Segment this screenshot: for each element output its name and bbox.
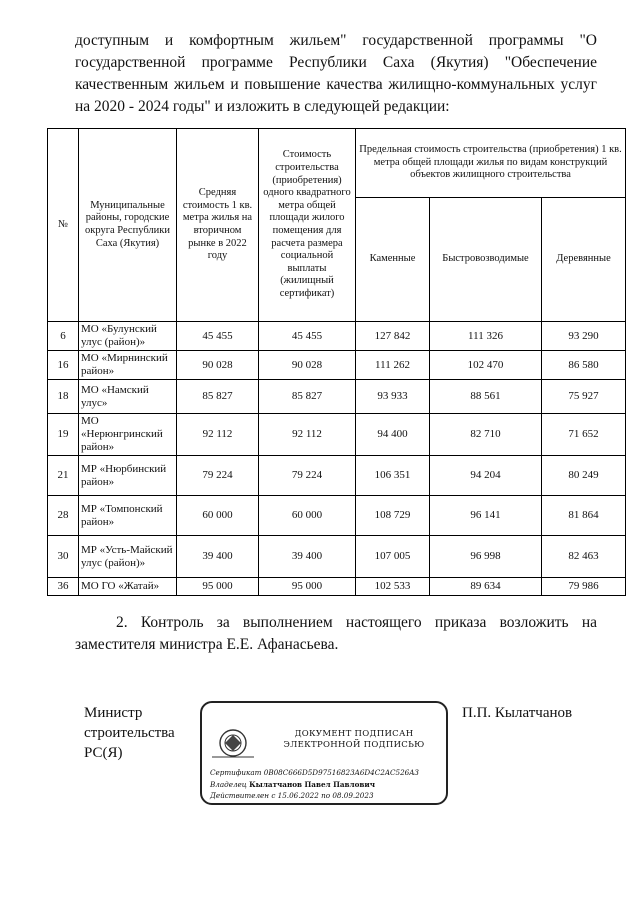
fast-cost-value: 111 326: [430, 322, 542, 351]
build-cost-value: 90 028: [259, 351, 356, 380]
stamp-valid-to: 08.09.2023: [332, 791, 374, 800]
build-cost-value: 85 827: [259, 380, 356, 414]
table-body: [48, 322, 626, 596]
build-cost-value: 60 000: [259, 496, 356, 536]
header-limit-cost: Предельная стоимость строительства (приобретения) 1 кв. метра общей площади жилья по видам конструкций объектов жилищного строительства: [356, 129, 626, 198]
digital-signature-stamp: [200, 701, 448, 805]
avg-cost-value: 90 028: [177, 351, 259, 380]
stamp-title-line1: ДОКУМЕНТ ПОДПИСАН: [294, 729, 414, 739]
header-num: №: [48, 129, 79, 322]
table-row: [48, 536, 626, 578]
wood-cost-value: 86 580: [542, 351, 626, 380]
district-name: МО «Намский улус»: [79, 380, 177, 414]
stamp-title: [264, 729, 444, 751]
stone-cost-value: 94 400: [356, 414, 430, 456]
stamp-cert-line: [210, 767, 446, 779]
build-cost-value: 39 400: [259, 536, 356, 578]
stamp-title-line2: ЭЛЕКТРОННОЙ ПОДПИСЬЮ: [283, 740, 425, 750]
avg-cost-value: 60 000: [177, 496, 259, 536]
fast-cost-value: 82 710: [430, 414, 542, 456]
row-number: 30: [48, 536, 79, 578]
fast-cost-value: 88 561: [430, 380, 542, 414]
district-name: МО ГО «Жатай»: [79, 578, 177, 596]
district-name: МР «Томпонский район»: [79, 496, 177, 536]
stone-cost-value: 108 729: [356, 496, 430, 536]
header-avg-cost: Средняя стоимость 1 кв. метра жилья на вторичном рынке в 2022 году: [177, 129, 259, 322]
district-name: МО «Мирнинский район»: [79, 351, 177, 380]
table-row: [48, 414, 626, 456]
table-row: [48, 456, 626, 496]
row-number: 6: [48, 322, 79, 351]
district-name: МО «Нерюнгринский район»: [79, 414, 177, 456]
stamp-cert-value: 0B08C666D5D97516823A6D4C2AC526A3: [263, 768, 419, 777]
intro-paragraph: [75, 30, 597, 118]
district-name: МО «Булунский улус (район)»: [79, 322, 177, 351]
stamp-owner-value: Кылатчанов Павел Павлович: [249, 779, 375, 789]
header-stone: Каменные: [356, 198, 430, 322]
fast-cost-value: 96 998: [430, 536, 542, 578]
cost-table: [47, 128, 626, 596]
stone-cost-value: 107 005: [356, 536, 430, 578]
stone-cost-value: 93 933: [356, 380, 430, 414]
table-row: [48, 496, 626, 536]
wood-cost-value: 79 986: [542, 578, 626, 596]
wood-cost-value: 81 864: [542, 496, 626, 536]
table-row: [48, 351, 626, 380]
build-cost-value: 79 224: [259, 456, 356, 496]
fast-cost-value: 94 204: [430, 456, 542, 496]
stamp-valid-from: 15.06.2022: [277, 791, 319, 800]
avg-cost-value: 79 224: [177, 456, 259, 496]
fast-cost-value: 96 141: [430, 496, 542, 536]
build-cost-value: 45 455: [259, 322, 356, 351]
header-wood: Деревянные: [542, 198, 626, 322]
wood-cost-value: 71 652: [542, 414, 626, 456]
stamp-valid-label: Действителен: [210, 791, 270, 800]
stone-cost-value: 102 533: [356, 578, 430, 596]
header-fast: Быстровозводимые: [430, 198, 542, 322]
header-district: Муниципальные районы, городские округа Республики Саха (Якутия): [79, 129, 177, 322]
row-number: 18: [48, 380, 79, 414]
stone-cost-value: 111 262: [356, 351, 430, 380]
signature-name: П.П. Кылатчанов: [462, 705, 573, 721]
avg-cost-value: 45 455: [177, 322, 259, 351]
wood-cost-value: 75 927: [542, 380, 626, 414]
stamp-valid-line: [210, 790, 446, 802]
avg-cost-value: 92 112: [177, 414, 259, 456]
table-row: [48, 322, 626, 351]
avg-cost-value: 39 400: [177, 536, 259, 578]
stamp-valid-from-label: с: [271, 791, 276, 800]
stone-cost-value: 106 351: [356, 456, 430, 496]
stamp-owner-line: [210, 779, 446, 791]
row-number: 19: [48, 414, 79, 456]
wood-cost-value: 82 463: [542, 536, 626, 578]
district-name: МР «Усть-Майский улус (район)»: [79, 536, 177, 578]
district-name: МР «Нюрбинский район»: [79, 456, 177, 496]
stamp-cert-info: [210, 767, 446, 802]
point-2-paragraph: 2. Контроль за выполнением настоящего приказа возложить на заместителя министра Е.Е. Афанасьева.: [75, 614, 597, 653]
avg-cost-value: 95 000: [177, 578, 259, 596]
header-build-cost: Стоимость строительства (приобретения) одного квадратного метра общей площади жилого помещения для расчета размера социальной выплаты (жилищный сертификат): [259, 129, 356, 322]
build-cost-value: 95 000: [259, 578, 356, 596]
row-number: 21: [48, 456, 79, 496]
table-row: [48, 578, 626, 596]
table-row: [48, 380, 626, 414]
stone-cost-value: 127 842: [356, 322, 430, 351]
signature-title: Министр строительства РС(Я): [84, 705, 175, 761]
wood-cost-value: 80 249: [542, 456, 626, 496]
build-cost-value: 92 112: [259, 414, 356, 456]
wood-cost-value: 93 290: [542, 322, 626, 351]
fast-cost-value: 89 634: [430, 578, 542, 596]
stamp-cert-label: Сертификат: [210, 768, 262, 777]
stamp-valid-to-label: по: [321, 791, 331, 800]
avg-cost-value: 85 827: [177, 380, 259, 414]
row-number: 28: [48, 496, 79, 536]
stamp-owner-label: Владелец: [210, 779, 247, 789]
row-number: 16: [48, 351, 79, 380]
fast-cost-value: 102 470: [430, 351, 542, 380]
row-number: 36: [48, 578, 79, 596]
intro-text: доступным и комфортным жильем" государственной программы "О государственной программе Республики Саха (Якутия) "Обеспечение качественным жильем и повышение качества жилищно-коммунальных услуг на 2020 - 2024 годы" и изложить в следующей редакции:: [75, 32, 597, 115]
